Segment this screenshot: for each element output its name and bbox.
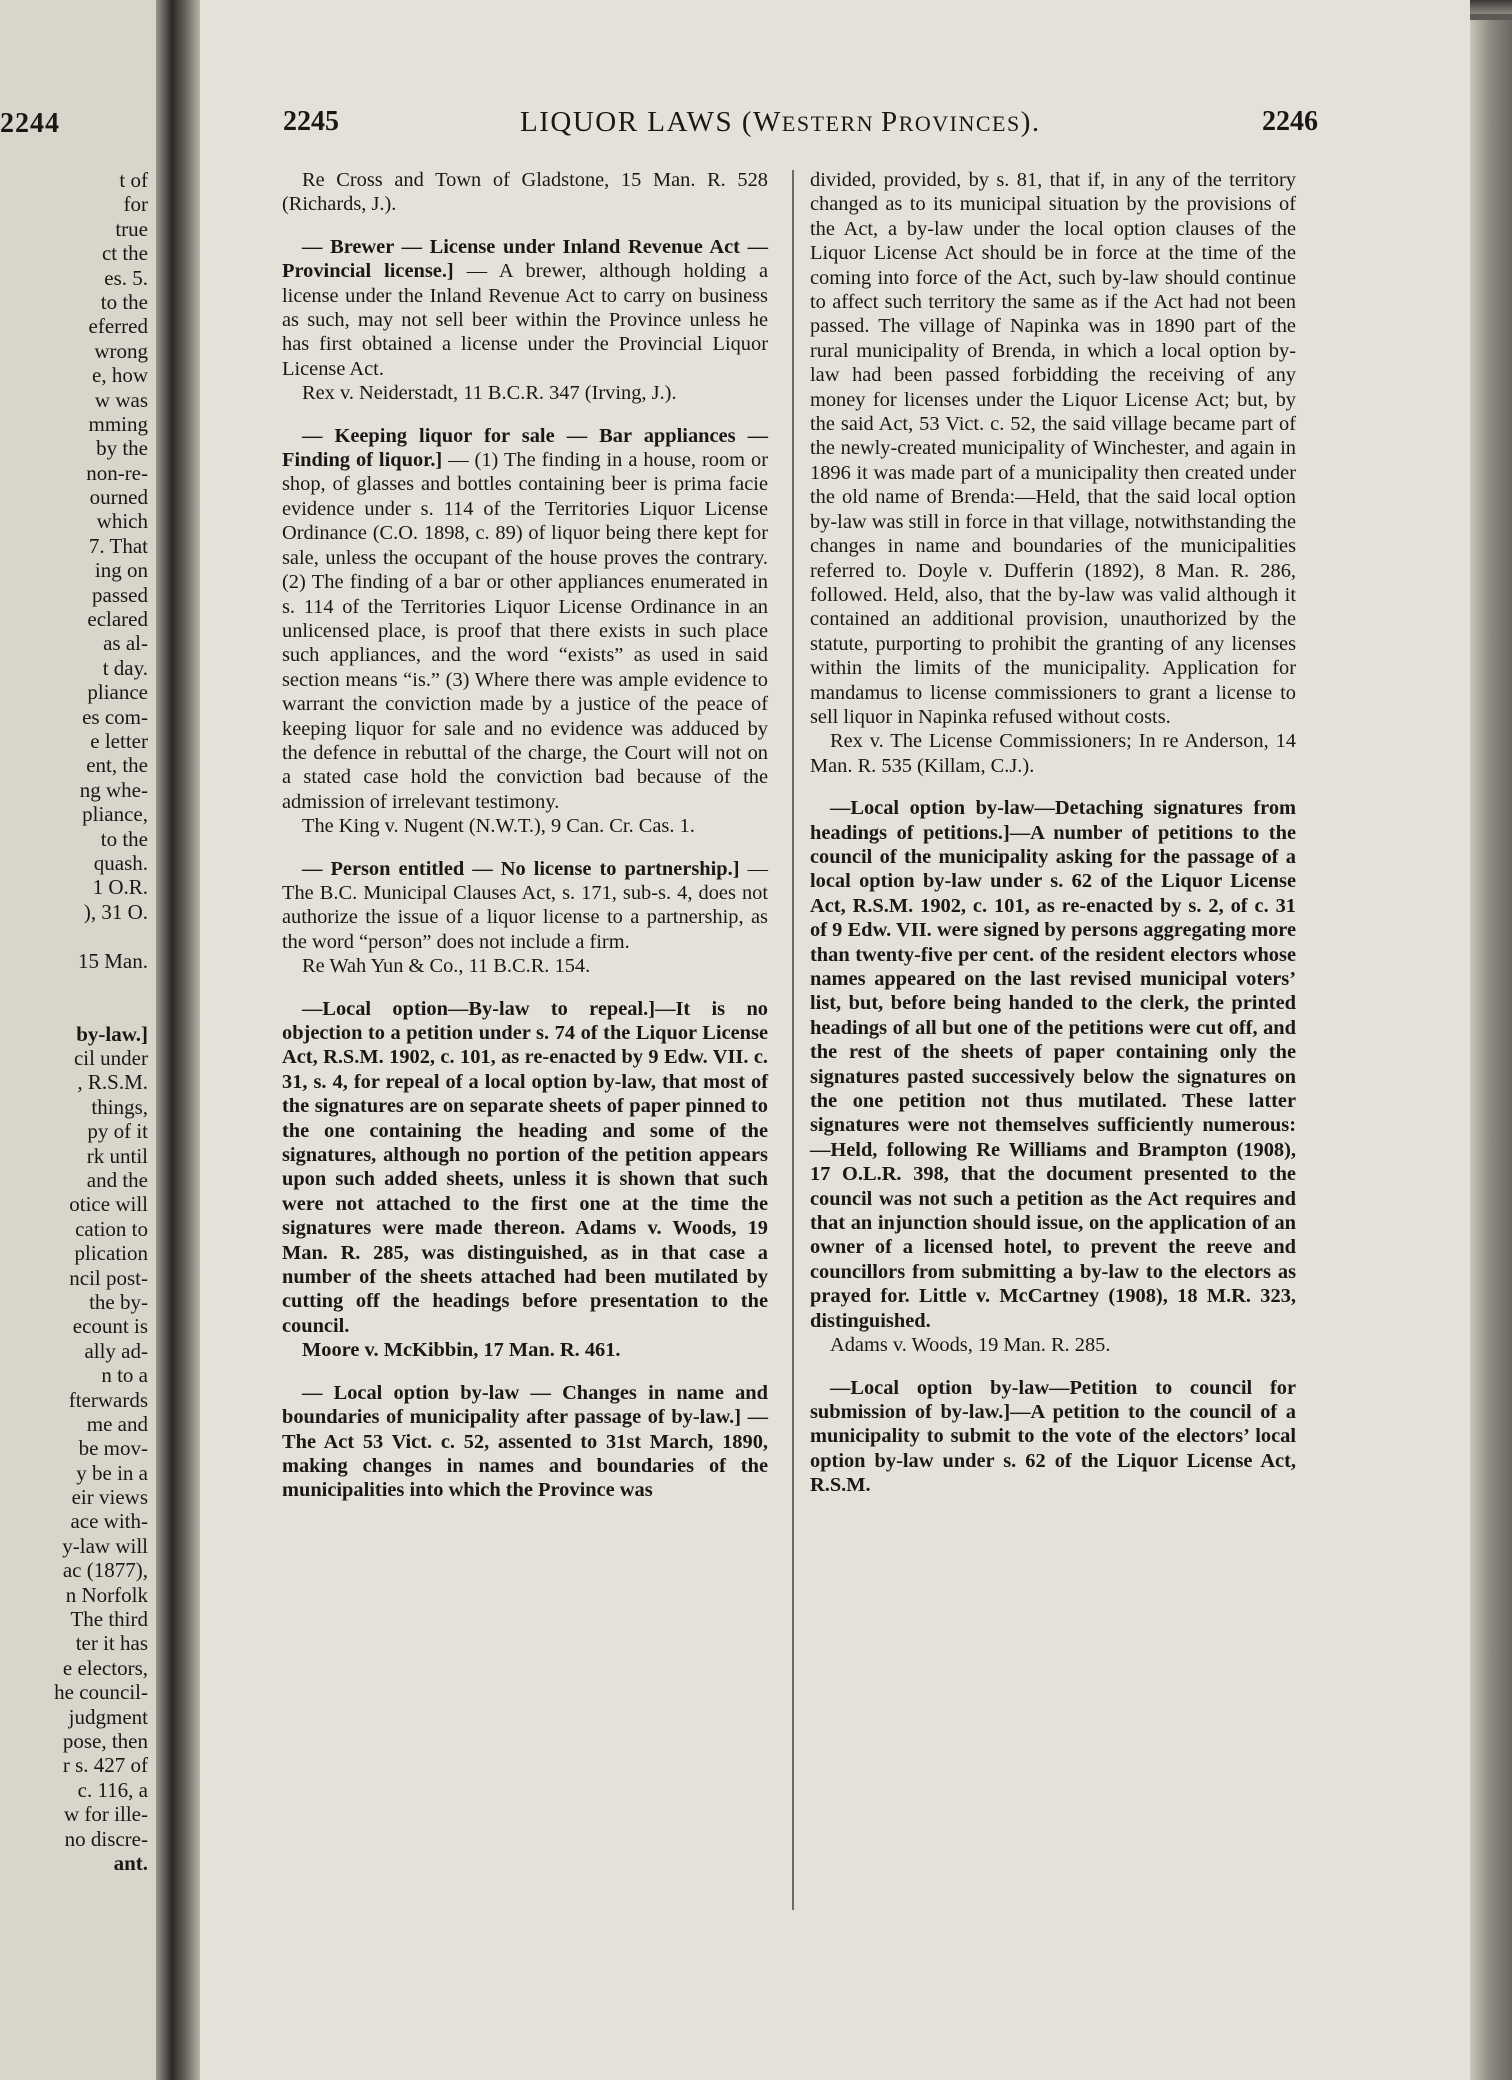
entry-heading: —Local option—By-law to repeal.] bbox=[302, 997, 656, 1020]
fragment-line: pliance, bbox=[82, 802, 148, 827]
left-page-text-fragment bbox=[0, 168, 148, 1875]
fragment-line: otice will bbox=[69, 1192, 148, 1217]
fragment-line: ac (1877), bbox=[62, 1558, 148, 1583]
fragment-line: fterwards bbox=[68, 1387, 148, 1412]
case-citation: Rex v. Neiderstadt, 11 B.C.R. 347 (Irving, J.). bbox=[302, 382, 677, 405]
right-column bbox=[810, 168, 1296, 1498]
left-column bbox=[282, 168, 768, 1503]
fragment-line: ncil post- bbox=[69, 1265, 148, 1290]
fragment-line: es com- bbox=[82, 704, 148, 729]
header-title-end: ). bbox=[1020, 106, 1041, 138]
fragment-line: r s. 427 of bbox=[62, 1753, 148, 1778]
fragment-line: 1 O.R. bbox=[92, 875, 148, 900]
fragment-line: eferred bbox=[88, 314, 148, 339]
fragment-line: ter it has bbox=[75, 1631, 148, 1656]
fragment-line: The third bbox=[70, 1607, 148, 1632]
header-title-small-caps: WESTERN PROVINCES bbox=[753, 106, 1021, 138]
running-header bbox=[520, 106, 1041, 139]
fragment-line: true bbox=[115, 216, 148, 241]
case-citation: Adams v. Woods, 19 Man. R. 285. bbox=[830, 1334, 1111, 1357]
case-citation: Re Wah Yun & Co., 11 B.C.R. 154. bbox=[302, 955, 591, 978]
fragment-line: be mov- bbox=[78, 1436, 148, 1461]
entry-brewer bbox=[282, 235, 768, 381]
fragment-line: , R.S.M. bbox=[77, 1070, 148, 1095]
fragment-line: c. 116, a bbox=[77, 1777, 148, 1802]
fragment-line: to the bbox=[100, 826, 148, 851]
fragment-line: for bbox=[123, 192, 148, 217]
fragment-line: ng whe- bbox=[79, 777, 148, 802]
fragment-line: pose, then bbox=[62, 1729, 148, 1753]
entry-continuation: Re Cross and Town of Gladstone, 15 Man. R. 528 (Richards, J.). bbox=[282, 169, 768, 216]
fragment-line: es. 5. bbox=[104, 265, 148, 290]
fragment-line: y-law will bbox=[62, 1533, 148, 1558]
fragment-line: py of it bbox=[87, 1119, 148, 1144]
entry-heading: —Local option by-law—Petition to council for submission of by-law.] bbox=[810, 1376, 1296, 1423]
entry-body: — A brewer, although holding a license under the Inland Revenue Act to carry on business as such, may not sell beer within the Province unless he has first obtained a license under the Provincial Liquor License Act. bbox=[282, 260, 768, 380]
fragment-line: e letter bbox=[90, 728, 148, 753]
fragment-line: pliance bbox=[87, 680, 148, 705]
fragment-line: ), 31 O. bbox=[83, 899, 148, 924]
fragment-line bbox=[0, 924, 148, 948]
case-citation: Moore v. McKibbin, 17 Man. R. 461. bbox=[302, 1339, 621, 1362]
entry-body: —A number of petitions to the council of the municipality asking for the passage of a local option by-law under s. 62 of the Liquor License Act, R.S.M. 1902, c. 101, as re-enacted by s. 2, of c. 31 of 9 Edw. VII. were signed by persons aggregating more than twenty-five per cent. of the resident electors whose names appeared on the last revised municipal voters’ list, but, before being handed to the clerk, the printed headings of all but one of the petitions were cut off, and the rest of the sheets of paper containing only the signatures pasted successively below the signatures on the one petition not thus mutilated. These latter signatures were not themselves sufficiently numerous:—Held, following Re Williams and Brampton (1908), 17 O.L.R. 398, that the document presented to the council was not such a petition as the Act requires and that an injunction should issue, on the application of an owner of a licensed hotel, to prevent the reeve and councillors from submitting a by-law to the electors as prayed for. Little v. McCartney (1908), 18 M.R. 323, distinguished. bbox=[810, 821, 1296, 1332]
fragment-line: rk until bbox=[86, 1143, 148, 1168]
fragment-line: ace with- bbox=[70, 1509, 148, 1534]
fragment-line: the by- bbox=[89, 1289, 148, 1314]
fragment-line: passed bbox=[92, 582, 148, 607]
fragment-line: cil under bbox=[73, 1046, 148, 1071]
fragment-line: judgment bbox=[68, 1704, 148, 1729]
fragment-line: non-re- bbox=[86, 460, 148, 485]
fragment-line: n to a bbox=[101, 1363, 148, 1388]
fragment-line: ant. bbox=[113, 1850, 148, 1875]
fragment-line: ing on bbox=[94, 558, 148, 583]
fragment-line: things, bbox=[91, 1094, 148, 1119]
entry-local-option-repeal bbox=[282, 997, 768, 1339]
case-citation: The King v. Nugent (N.W.T.), 9 Can. Cr. Cas. 1. bbox=[302, 815, 695, 838]
fragment-line: no discre- bbox=[64, 1826, 148, 1851]
book-spine bbox=[172, 0, 200, 2080]
fragment-line: eclared bbox=[87, 607, 148, 632]
page-number-2246: 2246 bbox=[1262, 106, 1318, 137]
book-gutter bbox=[156, 0, 172, 2080]
page-number-2245: 2245 bbox=[283, 106, 339, 137]
entry-heading: — Person entitled — No license to partnership.] bbox=[302, 857, 740, 880]
fragment-line: t of bbox=[119, 168, 148, 192]
fragment-line: he council- bbox=[54, 1680, 148, 1705]
left-page-number: 2244 bbox=[0, 108, 60, 139]
column-divider bbox=[792, 170, 794, 1910]
entry-body: — The B.C. Municipal Clauses Act, s. 171, sub-s. 4, does not authorize the issue of a liquor license to a partnership, as the word “person” does not include a firm. bbox=[282, 857, 768, 953]
fragment-line: ent, the bbox=[86, 753, 148, 778]
entry-body: — (1) The finding in a house, room or shop, of glasses and bottles containing beer is prima facie evidence under s. 114 of the Territories Liquor License Ordinance (C.O. 1898, c. 89) of liquor being there kept for sale, unless the occupant of the house proves the contrary. (2) The finding of a bar or other appliances enumerated in s. 114 of the Territories Liquor License Ordinance in an unlicensed place, is proof that there exists in such place such appliances, and the word “exists” as used in said section means “is.” (3) Where there was ample evidence to warrant the conviction made by a justice of the peace of keeping liquor for sale and no evidence was adduced by the defence in rebuttal of the charge, the Court will not on a stated case hold the conviction bad because of the admission of irrelevant testimony. bbox=[282, 449, 768, 813]
entry-body: —It is no objection to a petition under s. 74 of the Liquor License Act, R.S.M. 1902, c. 101, as re-enacted by 9 Edw. VII. c. 31, s. 4, for repeal of a local option by-law, that most of the signatures are on separate sheets of paper pinned to the one containing the heading and some of the signatures, although no portion of the petition appears upon such added sheets, unless it is shown that such were not attached to the first one at the time the signatures were made thereon. bbox=[282, 997, 768, 1240]
page-edge-stack bbox=[1470, 20, 1512, 2080]
entry-heading: — Keeping liquor for sale — Bar appliances — Finding of liquor.] bbox=[282, 424, 768, 472]
entry-heading: —Local option by-law—Detaching signatures from headings of petitions.] bbox=[810, 797, 1296, 844]
fragment-line: e, how bbox=[92, 363, 148, 388]
fragment-line: n Norfolk bbox=[65, 1582, 148, 1607]
fragment-line: e electors, bbox=[62, 1655, 148, 1680]
fragment-line: y be in a bbox=[76, 1460, 148, 1485]
fragment-line: w for ille- bbox=[64, 1802, 148, 1827]
fragment-line: as al- bbox=[103, 631, 148, 656]
fragment-line: cation to bbox=[75, 1216, 148, 1241]
entry-body: —A petition to the council of a municipality to submit to the vote of the electors’ local option by-law under s. 62 of the Liquor License Act, R.S.M. bbox=[810, 1400, 1296, 1497]
fragment-line: to the bbox=[100, 289, 148, 314]
entry-body-distinguished: Adams v. Woods, 19 Man. R. 285, was distinguished, as in that case a number of the sheets attached had been mutilated by cutting off the headings before presentation to the council. bbox=[282, 1217, 768, 1337]
fragment-line: plication bbox=[74, 1241, 148, 1266]
fragment-line: by the bbox=[96, 436, 148, 461]
entry-continuation: divided, provided, by s. 81, that if, in any of the territory changed as to its municipal situation by the provisions of the Act, a by-law under the local option clauses of the Liquor License Act should be in force at the time of the coming into force of the Act, such by-law should continue to affect such territory the same as if the Act had not been passed. The village of Napinka was in 1890 part of the rural municipality of Brenda, in which a local option by-law had been passed forbidding the receiving of any money for licenses under the Liquor License Act; but, by the said Act, 53 Vict. c. 52, the said village became part of the newly-created municipality of Winchester, and again in 1896 it was made part of a municipality then created under the old name of Brenda:—Held, that the said local option by-law was still in force in that village, notwithstanding the changes in name and boundaries of the municipalities referred to. Doyle v. Dufferin (1892), 8 Man. R. 286, followed. Held, also, that the by-law was valid although it contained an additional provision, unauthorized by the statute, purporting to prohibit the granting of any licenses within the limits of the municipality. Application for mandamus to license commissioners to grant a license to sell liquor in Napinka refused without costs. bbox=[810, 169, 1296, 728]
left-page-fragment bbox=[0, 0, 172, 2080]
entry-local-option-changes bbox=[282, 1381, 768, 1503]
fragment-line: 7. That bbox=[88, 533, 148, 558]
fragment-line: me and bbox=[86, 1411, 148, 1436]
entry-petition-to-council bbox=[810, 1376, 1296, 1498]
entry-heading: — Brewer — License under Inland Revenue Act — Provincial license.] bbox=[282, 235, 768, 283]
entry-detaching-signatures bbox=[810, 796, 1296, 1333]
fragment-line: ourned bbox=[89, 485, 148, 510]
fragment-line bbox=[0, 997, 148, 1021]
fragment-line: which bbox=[96, 509, 148, 534]
fragment-line: eir views bbox=[71, 1485, 148, 1510]
entry-keeping-liquor bbox=[282, 424, 768, 815]
fragment-line: t day. bbox=[102, 655, 148, 680]
fragment-line: ct the bbox=[101, 241, 148, 266]
fragment-line: w was bbox=[94, 387, 148, 412]
fragment-line: 15 Man. bbox=[78, 948, 148, 973]
fragment-line: quash. bbox=[93, 850, 148, 875]
fragment-line: by-law.] bbox=[76, 1021, 148, 1046]
fragment-line: mming bbox=[88, 411, 148, 436]
fragment-line bbox=[0, 973, 148, 997]
fragment-line: ally ad- bbox=[84, 1338, 148, 1363]
case-citation: Rex v. The License Commissioners; In re Anderson, 14 Man. R. 535 (Killam, C.J.). bbox=[810, 730, 1296, 777]
entry-body: — The Act 53 Vict. c. 52, assented to 31st March, 1890, making changes in names and boundaries of the municipalities into which the Province was bbox=[282, 1406, 768, 1502]
header-title-main: LIQUOR LAWS ( bbox=[520, 106, 754, 138]
fragment-line: wrong bbox=[94, 338, 148, 363]
fragment-line: and the bbox=[86, 1168, 148, 1193]
entry-heading: — Local option by-law — Changes in name and boundaries of municipality after passage of by-law.] bbox=[282, 1381, 768, 1429]
entry-person-entitled bbox=[282, 857, 768, 955]
fragment-line: ecount is bbox=[72, 1314, 148, 1339]
